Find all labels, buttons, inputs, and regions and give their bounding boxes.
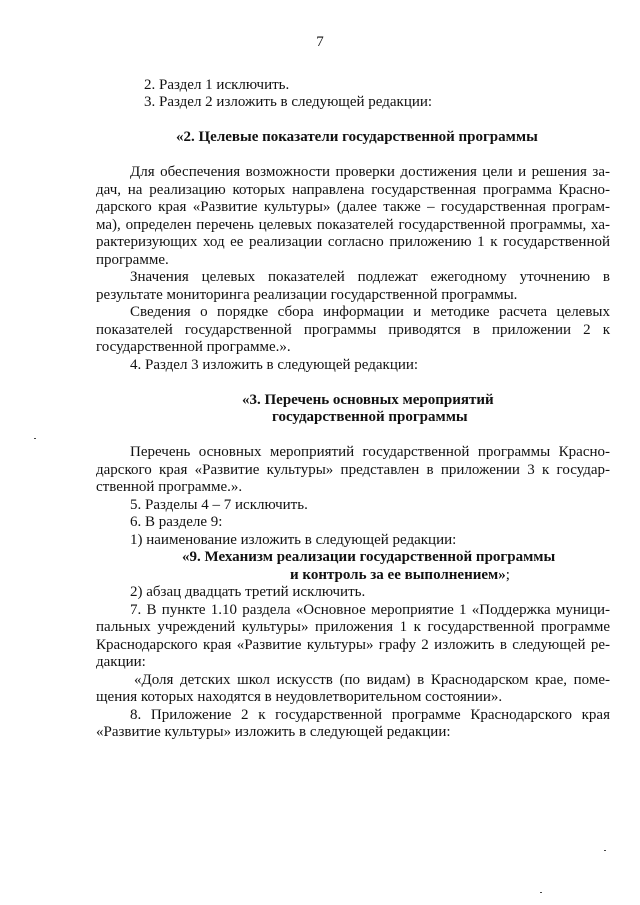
paragraph-line: программе. bbox=[96, 252, 169, 268]
paragraph-subitem-1: 1) наименование изложить в следующей редакции: bbox=[130, 532, 457, 548]
scan-speck bbox=[604, 850, 606, 851]
section-heading-9-line2 bbox=[290, 566, 510, 584]
paragraph-item-4: 4. Раздел 3 изложить в следующей редакции: bbox=[130, 357, 419, 373]
paragraph-item-5: 5. Разделы 4 – 7 исключить. bbox=[130, 497, 308, 513]
section-heading-9-line1: «9. Механизм реализации государственной программы bbox=[182, 549, 556, 565]
paragraph-line: Сведения о порядке сбора информации и методике расчета целевых bbox=[130, 304, 610, 320]
scan-speck bbox=[34, 438, 36, 439]
section-heading-9-text: и контроль за ее выполнением» bbox=[290, 567, 506, 583]
paragraph-line: дарского края «Развитие культуры» (далее также – государственная програм- bbox=[96, 199, 610, 215]
paragraph-line: Краснодарского края «Развитие культуры» графу 2 изложить в следующей ре- bbox=[96, 637, 610, 653]
paragraph-line: показателей государственной программы приводятся в приложении 2 к bbox=[96, 322, 610, 338]
paragraph-line: рактеризующих ход ее реализации согласно приложению 1 к государственной bbox=[96, 234, 610, 250]
paragraph-line: ственной программе.». bbox=[96, 479, 243, 495]
paragraph-item-2: 2. Раздел 1 исключить. bbox=[144, 77, 290, 93]
semicolon: ; bbox=[505, 567, 510, 583]
paragraph-item-3: 3. Раздел 2 изложить в следующей редакции: bbox=[144, 94, 433, 110]
paragraph-subitem-2: 2) абзац двадцать третий исключить. bbox=[130, 584, 366, 600]
paragraph-line: государственной программе.». bbox=[96, 339, 291, 355]
paragraph-line: Перечень основных мероприятий государственной программы Красно- bbox=[130, 444, 610, 460]
section-heading-2: «2. Целевые показатели государственной программы bbox=[176, 129, 538, 145]
paragraph-line: 8. Приложение 2 к государственной программе Краснодарского края bbox=[130, 707, 610, 723]
paragraph-line: ма), определен перечень целевых показателей государственной программы, ха- bbox=[96, 217, 610, 233]
paragraph-line: Для обеспечения возможности проверки достижения цели и решения за- bbox=[130, 164, 610, 180]
paragraph-line: «Развитие культуры» изложить в следующей редакции: bbox=[96, 724, 451, 740]
section-heading-3-line2: государственной программы bbox=[272, 409, 468, 425]
page-number: 7 bbox=[316, 34, 324, 50]
paragraph-line: «Доля детских школ искусств (по видам) в Краснодарском крае, поме- bbox=[134, 672, 610, 688]
paragraph-line: дарского края «Развитие культуры» представлен в приложении 3 к государ- bbox=[96, 462, 610, 478]
paragraph-line: дакции: bbox=[96, 654, 146, 670]
paragraph-line: щения которых находятся в неудовлетворительном состоянии». bbox=[96, 689, 503, 705]
scan-speck bbox=[540, 892, 542, 893]
paragraph-line: дач, на реализацию которых направлена государственная программа Красно- bbox=[96, 182, 610, 198]
paragraph-line: 7. В пункте 1.10 раздела «Основное мероприятие 1 «Поддержка муници- bbox=[130, 602, 610, 618]
paragraph-line: пальных учреждений культуры» приложения 1 к государственной программе bbox=[96, 619, 610, 635]
paragraph-item-6: 6. В разделе 9: bbox=[130, 514, 223, 530]
section-heading-3-line1: «3. Перечень основных мероприятий bbox=[242, 392, 494, 408]
paragraph-line: Значения целевых показателей подлежат ежегодному уточнению в bbox=[130, 269, 610, 285]
paragraph-line: результате мониторинга реализации государственной программы. bbox=[96, 287, 518, 303]
